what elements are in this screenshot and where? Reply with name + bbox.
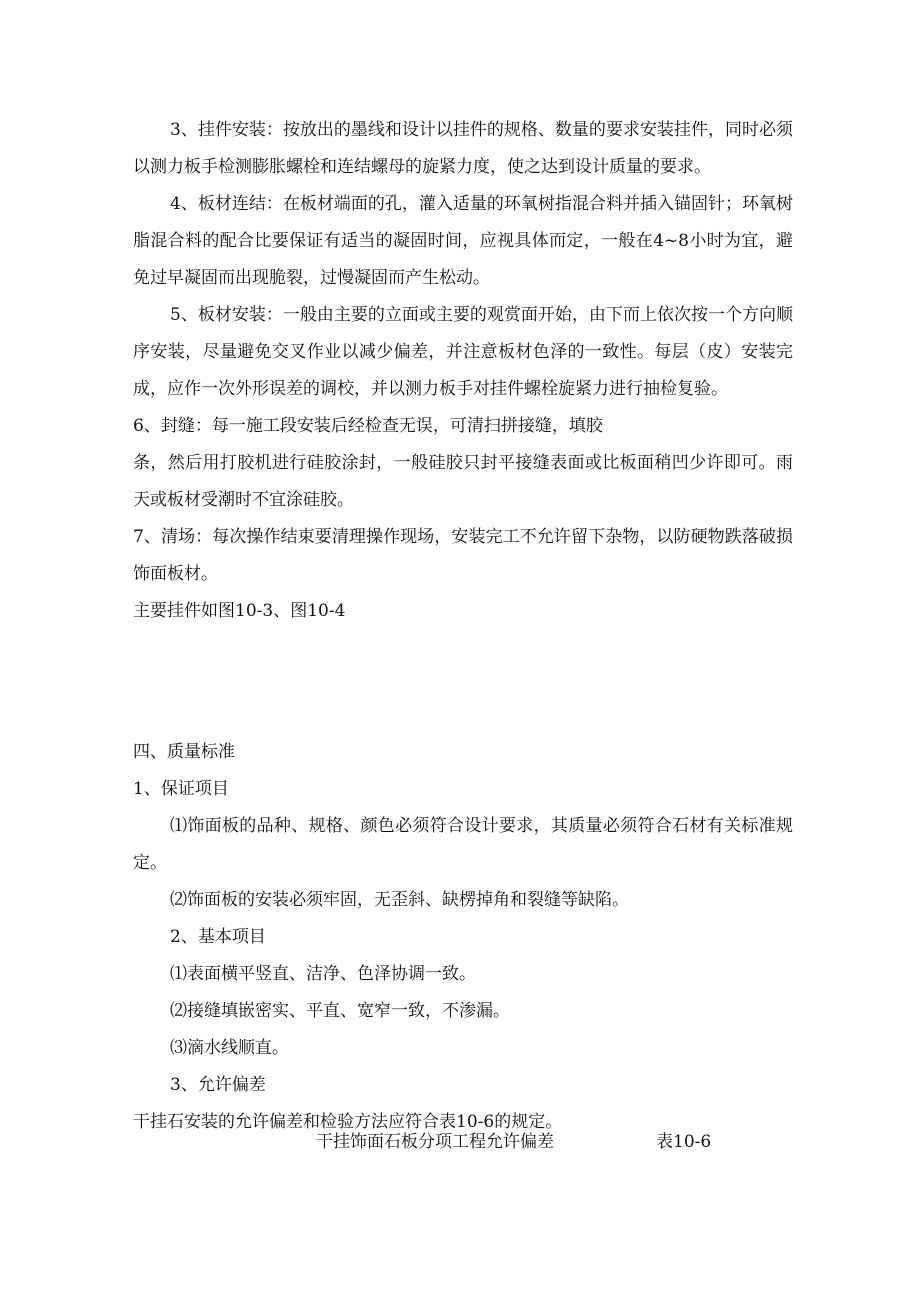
list-item-basic-1: ⑴表面横平竖直、洁净、色泽协调一致。 — [170, 964, 476, 984]
table-number: 表10-6 — [656, 1132, 712, 1152]
subheading-basic-items: 2、基本项目 — [170, 927, 266, 947]
paragraph-site-cleanup: 7、清场：每次操作结束要清理操作现场，安装完工不允许留下杂物，以防硬物跌落破损饰面板材。 — [133, 527, 793, 584]
section-heading-quality-standard: 四、质量标准 — [133, 742, 235, 762]
list-item-basic-3: ⑶滴水线顺直。 — [170, 1038, 289, 1058]
paragraph-panel-installation: 5、板材安装：一般由主要的立面或主要的观赏面开始，由下而上依次按一个方向顺序安装，尽量避免交叉作业以减少偏差，并注意板材色泽的一致性。每层（皮）安装完成，应作一次外形误差的调校，并以测力板手对挂件螺栓旋紧力进行抽检复验。 — [133, 305, 793, 399]
list-item-guarantee-1: ⑴饰面板的品种、规格、颜色必须符合设计要求，其质量必须符合石材有关标准规定。 — [133, 816, 793, 873]
paragraph-deviation-rule: 干挂石安装的允许偏差和检验方法应符合表10-6的规定。 — [133, 1112, 563, 1132]
paragraph-hanger-installation: 3、挂件安装：按放出的墨线和设计以挂件的规格、数量的要求安装挂件，同时必须以测力板手检测膨胀螺栓和连结螺母的旋紧力度，使之达到设计质量的要求。 — [133, 120, 793, 177]
figure-reference-note: 主要挂件如图10-3、图10-4 — [133, 601, 346, 621]
subheading-allowable-deviation: 3、允许偏差 — [170, 1075, 266, 1095]
paragraph-sealing-line2: 条，然后用打胶机进行硅胶涂封，一般硅胶只封平接缝表面或比板面稍凹少许即可。雨天或板材受潮时不宜涂硅胶。 — [133, 453, 793, 510]
list-item-guarantee-2: ⑵饰面板的安装必须牢固，无歪斜、缺楞掉角和裂缝等缺陷。 — [170, 890, 629, 910]
table-title: 干挂饰面石板分项工程允许偏差 — [316, 1132, 554, 1152]
list-item-basic-2: ⑵接缝填嵌密实、平直、宽窄一致，不渗漏。 — [170, 1001, 510, 1021]
paragraph-panel-connection: 4、板材连结：在板材端面的孔，灌入适量的环氧树指混合料并插入锚固针；环氧树脂混合料的配合比要保证有适当的凝固时间，应视具体而定，一般在4~8小时为宜，避免过早凝固而出现脆裂，过慢凝固而产生松动。 — [133, 194, 793, 288]
paragraph-sealing-line1: 6、封缝：每一施工段安装后经检查无误，可清扫拼接缝，填胶 — [133, 416, 603, 436]
subheading-guarantee-items: 1、保证项目 — [133, 779, 229, 799]
